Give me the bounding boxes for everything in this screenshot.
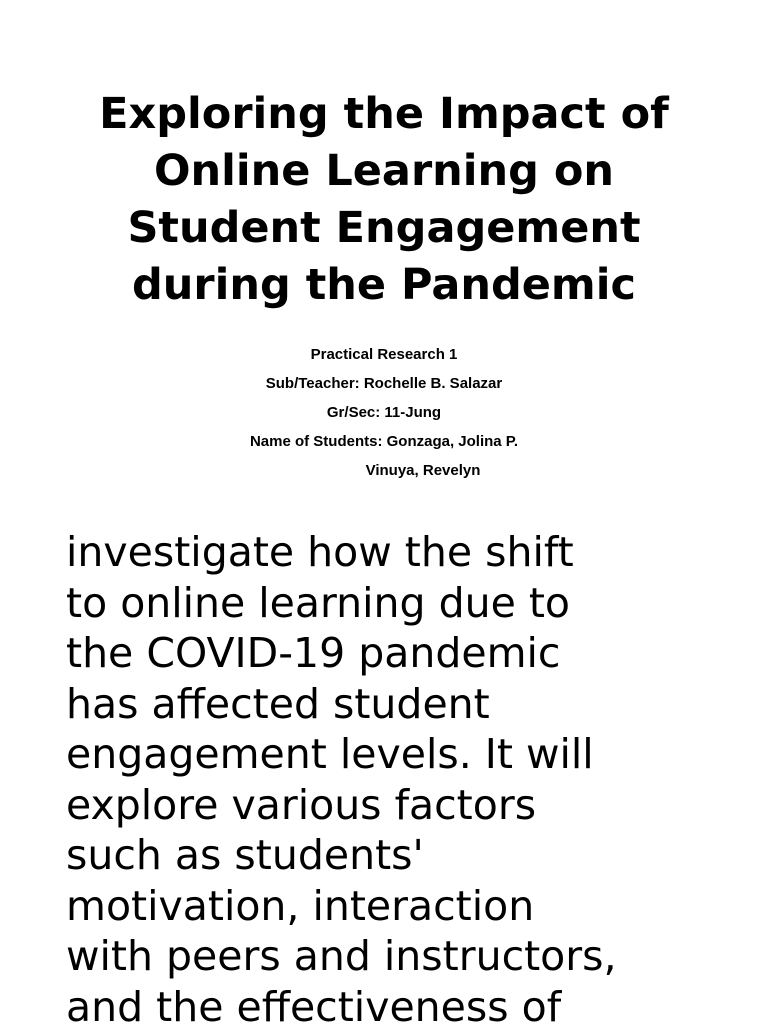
teacher-line: Sub/Teacher: Rochelle B. Salazar — [0, 369, 768, 398]
body-line: to online learning due to — [66, 578, 736, 629]
title-line: Student Engagement — [0, 200, 768, 257]
title-line: Exploring the Impact of — [0, 86, 768, 143]
body-line: and the effectiveness of — [66, 982, 736, 1032]
students-continued-line: Vinuya, Revelyn — [0, 456, 768, 485]
body-line: the COVID-19 pandemic — [66, 628, 736, 679]
body-line: such as students' — [66, 830, 736, 881]
body-paragraph — [66, 527, 736, 1032]
body-line: explore various factors — [66, 780, 736, 831]
title-line: during the Pandemic — [0, 257, 768, 314]
body-line: motivation, interaction — [66, 881, 736, 932]
page-title — [0, 86, 768, 314]
body-line: has affected student — [66, 679, 736, 730]
document-info — [0, 340, 768, 485]
section-line: Gr/Sec: 11-Jung — [0, 398, 768, 427]
body-text-region — [0, 577, 768, 1024]
subject-line: Practical Research 1 — [0, 340, 768, 369]
body-line: investigate how the shift — [66, 527, 736, 578]
students-line: Name of Students: Gonzaga, Jolina P. — [0, 427, 768, 456]
title-line: Online Learning on — [0, 143, 768, 200]
body-line: engagement levels. It will — [66, 729, 736, 780]
body-line: with peers and instructors, — [66, 931, 736, 982]
